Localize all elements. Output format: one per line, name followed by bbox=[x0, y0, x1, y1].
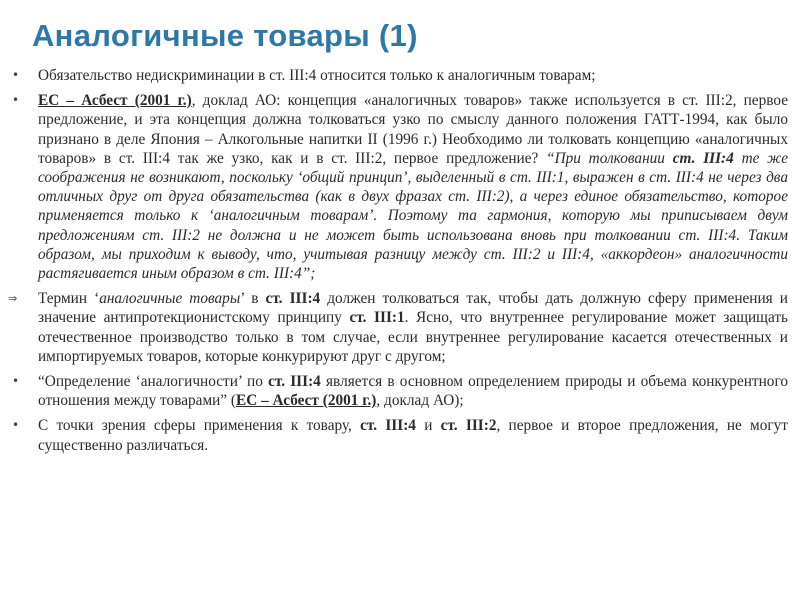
bullet-item-3 bbox=[8, 289, 788, 366]
quote-run: те же соображения не возникают, поскольку ‘общий принцип’, выделенный в ст. III:1, выражен в ст. III:4 не через два отличных друг от друга обязательства (как в двух фразах ст. III:2), а через единое обязательство, которое применяется только к ‘аналогичным товарам’. Поэтому та гармония, которую мы приписываем двум предложениям ст. III:2 не должна и не может быть использована вновь при толковании ст. III:4. Таким образом, мы приходим к выводу, что, учитывая разницу между ст. III:2 и III:4, «аккордеон» аналогичности растягивается иным образом в ст. III:4”; bbox=[38, 149, 789, 283]
text-run: Термин ‘ bbox=[38, 290, 100, 308]
text-run: должен толковаться так, чтобы дать должную сферу применения и значение антипротекционистскому принципу bbox=[38, 290, 788, 327]
bullet-text bbox=[38, 416, 788, 454]
bullet-item-5 bbox=[8, 416, 788, 454]
article-reference: ст. III:2 bbox=[440, 417, 497, 435]
arrow-icon: ⇒ bbox=[8, 292, 18, 306]
article-reference: ст. III:4 bbox=[360, 417, 416, 435]
text-run: является в основном определением природы и объема конкурентного отношения между товарами” ( bbox=[38, 373, 788, 410]
bullet-text bbox=[38, 372, 788, 410]
quote-run: “При толковании bbox=[546, 149, 673, 167]
article-reference: ст. III:4 bbox=[268, 373, 321, 391]
text-run: Обязательство недискриминации в ст. III:4 относится только к аналогичным товарам; bbox=[38, 67, 596, 84]
case-reference: ЕС – Асбест (2001 г.) bbox=[38, 92, 192, 110]
text-run: , доклад АО: концепция «аналогичных товаров» также используется в ст. III:2, первое предложение, и эта концепция должна толковаться узко по смыслу данного положения ГАТТ-1994, как было признано в деле Япония – Алкогольные напитки II (1996 г.) bbox=[38, 92, 788, 148]
case-reference: ЕС – Асбест (2001 г.) bbox=[236, 392, 377, 410]
text-run: ’ в bbox=[240, 290, 266, 308]
text-run: С точки зрения сферы применения к товару, bbox=[38, 417, 361, 435]
bullet-item-2 bbox=[8, 91, 788, 283]
bullet-list bbox=[8, 66, 788, 461]
text-run: Необходимо ли толковать концепцию «аналогичных товаров» в ст. III:4 так же узко, как и в ст. III:2, первое предложение? bbox=[38, 130, 788, 167]
bullet-icon: • bbox=[12, 374, 20, 389]
bullet-text bbox=[38, 289, 788, 366]
article-reference: ст. III:4 bbox=[672, 149, 734, 167]
bullet-item-1 bbox=[8, 66, 788, 85]
text-run: и bbox=[415, 417, 441, 435]
article-reference: ст. III:4 bbox=[265, 290, 321, 308]
text-run: , первое и второе предложения, не могут существенно различаться. bbox=[38, 417, 788, 454]
bullet-item-4 bbox=[8, 372, 788, 410]
bullet-text bbox=[38, 91, 788, 283]
article-reference: ст. III:1 bbox=[349, 309, 405, 327]
text-run: . Ясно, что внутреннее регулирование может защищать отечественное производство только в том случае, если внутреннее регулирование касается отечественных и импортируемых товаров, которые конкурируют друг с другом; bbox=[38, 309, 789, 365]
term-run: аналогичные товары bbox=[99, 290, 241, 308]
bullet-icon: • bbox=[12, 93, 20, 108]
slide-title: Аналогичные товары (1) bbox=[32, 18, 418, 53]
bullet-text bbox=[38, 66, 788, 85]
text-run: , доклад АО); bbox=[376, 392, 464, 410]
bullet-icon: • bbox=[12, 418, 20, 433]
bullet-icon: • bbox=[12, 68, 20, 82]
text-run: “Определение ‘аналогичности’ по bbox=[38, 373, 269, 391]
